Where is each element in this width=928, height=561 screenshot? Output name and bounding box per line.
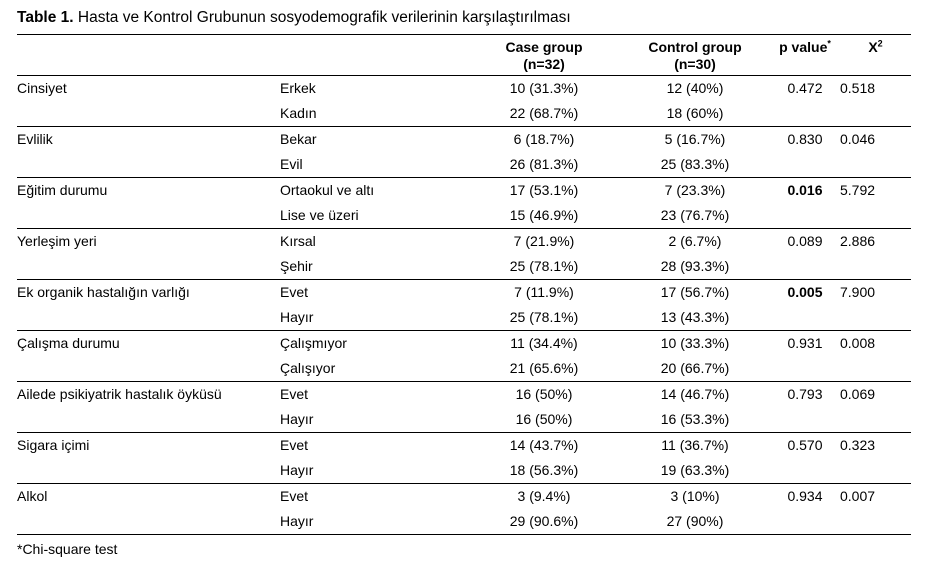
header-control-group: Control group (n=30) [648, 39, 742, 72]
p-value-empty [770, 254, 840, 280]
case-value: 7 (21.9%) [513, 233, 575, 249]
variable-name: Yerleşim yeri [17, 233, 97, 249]
control-value: 23 (76.7%) [660, 207, 730, 223]
level-name: Hayır [280, 513, 314, 529]
level-name: Hayır [280, 309, 314, 325]
control-value: 20 (66.7%) [660, 360, 730, 376]
variable-name: Ailede psikiyatrik hastalık öyküsü [17, 386, 222, 402]
p-value: 0.830 [787, 131, 823, 147]
level-name: Hayır [280, 462, 314, 478]
case-value: 14 (43.7%) [509, 437, 579, 453]
chi-square-value: 0.008 [840, 335, 876, 351]
control-value: 3 (10%) [670, 488, 720, 504]
table-row [17, 76, 911, 102]
control-value: 27 (90%) [666, 513, 724, 529]
chi-square-value: 7.900 [840, 284, 876, 300]
header-case-group: Case group (n=32) [505, 39, 583, 72]
table-row [17, 178, 911, 204]
level-name: Hayır [280, 411, 314, 427]
case-value: 21 (65.6%) [509, 360, 579, 376]
chi-square-empty [840, 407, 911, 433]
case-value: 18 (56.3%) [509, 462, 579, 478]
control-value: 5 (16.7%) [664, 131, 726, 147]
chi-square-empty [840, 101, 911, 127]
p-value: 0.472 [787, 80, 823, 96]
sociodemographic-table [17, 34, 911, 535]
chi-square-empty [840, 203, 911, 229]
chi-square-empty [840, 254, 911, 280]
table-row [17, 127, 911, 153]
level-name: Erkek [280, 80, 316, 96]
level-name: Evil [280, 156, 303, 172]
control-value: 17 (56.7%) [660, 284, 730, 300]
control-value: 16 (53.3%) [660, 411, 730, 427]
p-value: 0.934 [787, 488, 823, 504]
chi-square-empty [840, 152, 911, 178]
case-value: 15 (46.9%) [509, 207, 579, 223]
p-value-empty [770, 203, 840, 229]
variable-name: Cinsiyet [17, 80, 67, 96]
case-value: 7 (11.9%) [514, 284, 574, 300]
chi-square-value: 0.007 [840, 488, 876, 504]
p-value-empty [770, 356, 840, 382]
case-value: 26 (81.3%) [509, 156, 579, 172]
variable-name: Ek organik hastalığın varlığı [17, 284, 190, 300]
table-caption [17, 9, 571, 27]
p-value-empty [770, 407, 840, 433]
chi-square-value: 0.069 [840, 386, 876, 402]
table-row [17, 484, 911, 510]
table-row [17, 280, 911, 306]
header-variable [17, 35, 280, 76]
p-value-empty [770, 101, 840, 127]
chi-square-empty [840, 305, 911, 331]
table-row [17, 433, 911, 459]
chi-square-value: 5.792 [840, 182, 876, 198]
table-label: Table 1. [17, 9, 74, 26]
p-value-empty [770, 305, 840, 331]
control-value: 18 (60%) [666, 105, 724, 121]
p-value-empty [770, 509, 840, 535]
case-value: 10 (31.3%) [509, 80, 579, 96]
case-value: 16 (50%) [515, 411, 573, 427]
variable-name: Eğitim durumu [17, 182, 108, 198]
level-name: Çalışıyor [280, 360, 336, 376]
case-value: 25 (78.1%) [509, 309, 579, 325]
chi-square-value: 2.886 [840, 233, 876, 249]
table-row [17, 382, 911, 408]
case-value: 22 (68.7%) [509, 105, 579, 121]
case-value: 6 (18.7%) [513, 131, 575, 147]
header-p-value: p value* [779, 38, 831, 55]
case-value: 3 (9.4%) [517, 488, 571, 504]
case-value: 17 (53.1%) [509, 182, 579, 198]
table-row [17, 331, 911, 357]
case-value: 16 (50%) [515, 386, 573, 402]
control-value: 14 (46.7%) [660, 386, 730, 402]
p-value: 0.570 [787, 437, 823, 453]
p-value: 0.016 [787, 182, 823, 198]
case-value: 11 (34.4%) [510, 335, 578, 351]
level-name: Bekar [280, 131, 317, 147]
p-value: 0.931 [787, 335, 823, 351]
level-name: Evet [280, 386, 309, 402]
table-row [17, 229, 911, 255]
p-value-empty [770, 458, 840, 484]
header-level [280, 35, 468, 76]
level-name: Lise ve üzeri [280, 207, 359, 223]
chi-square-empty [840, 458, 911, 484]
control-value: 28 (93.3%) [660, 258, 730, 274]
level-name: Evet [280, 437, 309, 453]
control-value: 10 (33.3%) [660, 335, 730, 351]
header-row [17, 35, 911, 76]
level-name: Kadın [280, 105, 317, 121]
variable-name: Evlilik [17, 131, 53, 147]
control-value: 11 (36.7%) [661, 437, 729, 453]
level-name: Evet [280, 284, 309, 300]
header-chi-square: $X^2$ [868, 38, 883, 55]
case-value: 29 (90.6%) [509, 513, 579, 529]
level-name: Ortaokul ve altı [280, 182, 375, 198]
level-name: Çalışmıyor [280, 335, 347, 351]
p-value: 0.793 [787, 386, 823, 402]
variable-name: Çalışma durumu [17, 335, 120, 351]
chi-square-value: 0.518 [840, 80, 876, 96]
case-value: 25 (78.1%) [509, 258, 579, 274]
footnote: *Chi-square test [17, 541, 118, 557]
level-name: Evet [280, 488, 309, 504]
variable-name: Sigara içimi [17, 437, 90, 453]
control-value: 12 (40%) [666, 80, 724, 96]
level-name: Şehir [280, 258, 313, 274]
chi-square-value: 0.046 [840, 131, 876, 147]
control-value: 2 (6.7%) [668, 233, 722, 249]
p-value: 0.005 [787, 284, 823, 300]
p-value-empty [770, 152, 840, 178]
chi-square-value: 0.323 [840, 437, 876, 453]
control-value: 13 (43.3%) [660, 309, 730, 325]
control-value: 25 (83.3%) [660, 156, 730, 172]
p-value: 0.089 [787, 233, 823, 249]
variable-name: Alkol [17, 488, 48, 504]
chi-square-empty [840, 356, 911, 382]
chi-square-empty [840, 509, 911, 535]
control-value: 19 (63.3%) [660, 462, 730, 478]
level-name: Kırsal [280, 233, 316, 249]
table-title: Hasta ve Kontrol Grubunun sosyodemografik verilerinin karşılaştırılması [77, 9, 571, 26]
control-value: 7 (23.3%) [664, 182, 726, 198]
